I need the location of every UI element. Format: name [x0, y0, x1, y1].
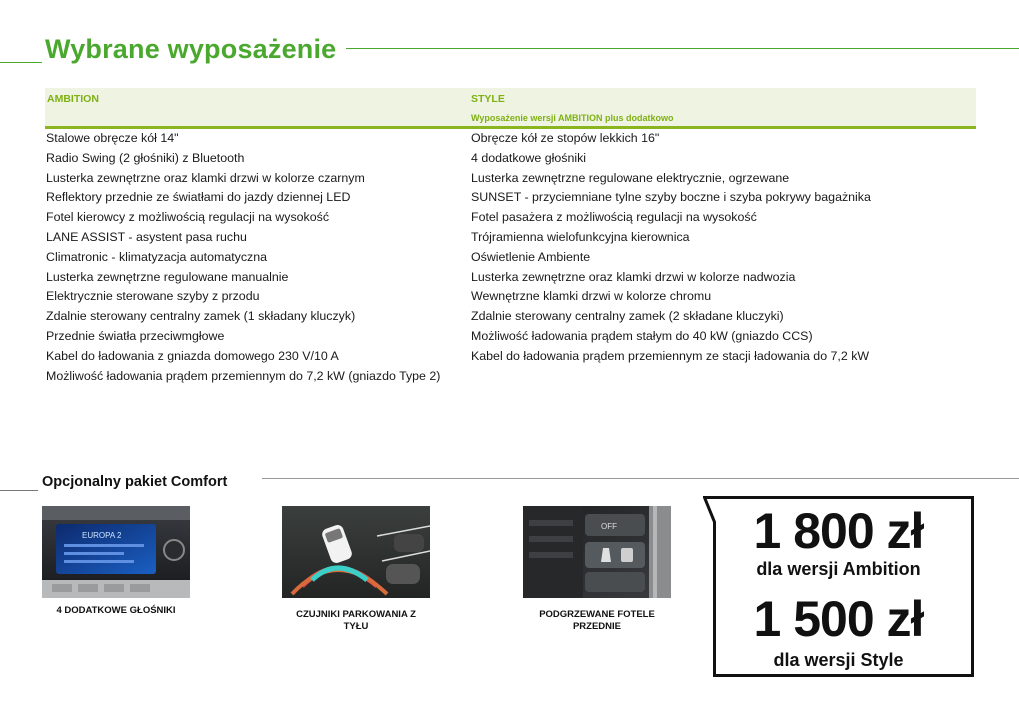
ambition-header: AMBITION — [47, 93, 99, 105]
list-item: Lusterka zewnętrzne regulowane elektrycznie, ogrzewane — [471, 170, 790, 185]
radio-screen-text: EUROPA 2 — [82, 531, 122, 540]
caption-seat-heating-line2: PRZEDNIE — [572, 621, 622, 632]
caption-parking-line1: CZUJNIKI PARKOWANIA Z — [296, 609, 416, 620]
list-item: Obręcze kół ze stopów lekkich 16" — [471, 131, 660, 145]
list-item: Możliwość ładowania prądem przemiennym do 7,2 kW (gniazdo Type 2) — [46, 368, 441, 383]
seat-button-text: OFF — [601, 522, 617, 531]
list-item: Zdalnie sterowany centralny zamek (1 składany kluczyk) — [46, 309, 356, 324]
radio-display-photo — [42, 506, 190, 598]
package-rule-right — [262, 478, 1019, 479]
caption-seat-heating-line1: PODGRZEWANE FOTELE — [539, 609, 655, 620]
caption-parking-line2: TYŁU — [343, 621, 369, 632]
price-box — [703, 496, 974, 677]
list-item: Radio Swing (2 głośniki) z Bluetooth — [46, 150, 245, 165]
package-rule-left — [0, 490, 38, 491]
list-item: Fotel kierowcy z możliwością regulacji na wysokość — [46, 210, 330, 225]
list-item: Wewnętrzne klamki drzwi w kolorze chromu — [471, 289, 712, 304]
list-item: Oświetlenie Ambiente — [471, 249, 591, 264]
price-style-label: dla wersji Style — [773, 650, 904, 670]
caption-speakers: 4 DODATKOWE GŁOŚNIKI — [56, 605, 176, 616]
caption-parking — [282, 609, 430, 633]
ambition-list — [46, 129, 466, 386]
package-title: Opcjonalny pakiet Comfort — [42, 474, 228, 490]
style-subheader: Wyposażenie wersji AMBITION plus dodatkowo — [471, 113, 674, 123]
list-item: SUNSET - przyciemniane tylne szyby boczne i szyba pokrywy bagażnika — [471, 190, 871, 205]
list-item: 4 dodatkowe głośniki — [471, 150, 587, 165]
title-rule-right — [346, 48, 1019, 49]
list-item: Reflektory przednie ze światłami do jazdy dziennej LED — [46, 190, 351, 205]
list-item: Lusterka zewnętrzne regulowane manualnie — [46, 269, 289, 284]
caption-seat-heating — [520, 609, 674, 633]
price-style: 1 500 zł — [753, 591, 924, 647]
page-title: Wybrane wyposażenie — [45, 34, 337, 64]
list-item: LANE ASSIST - asystent pasa ruchu — [46, 229, 247, 244]
style-list — [471, 129, 971, 367]
list-item: Możliwość ładowania prądem stałym do 40 kW (gniazdo CCS) — [471, 328, 813, 343]
table-header — [45, 88, 976, 129]
list-item: Lusterka zewnętrzne oraz klamki drzwi w kolorze czarnym — [46, 170, 365, 185]
list-item: Kabel do ładowania z gniazda domowego 230 V/10 A — [46, 348, 339, 363]
list-item: Kabel do ładowania prądem przemiennym ze stacji ładowania do 7,2 kW — [471, 348, 870, 363]
list-item: Climatronic - klimatyzacja automatyczna — [46, 249, 268, 264]
list-item: Zdalnie sterowany centralny zamek (2 składane kluczyki) — [471, 309, 784, 324]
style-header: STYLE — [471, 93, 505, 105]
list-item: Przednie światła przeciwmgłowe — [46, 328, 225, 343]
price-ambition: 1 800 zł — [753, 503, 924, 559]
price-ambition-label: dla wersji Ambition — [756, 559, 921, 579]
list-item: Stalowe obręcze kół 14" — [46, 131, 179, 145]
list-item: Fotel pasażera z możliwością regulacji na wysokość — [471, 210, 757, 225]
list-item: Elektrycznie sterowane szyby z przodu — [46, 289, 260, 304]
title-rule-left — [0, 62, 42, 63]
seat-heating-buttons-photo — [523, 506, 671, 598]
list-item: Lusterka zewnętrzne oraz klamki drzwi w kolorze nadwozia — [471, 269, 796, 284]
list-item: Trójramienna wielofunkcyjna kierownica — [471, 229, 690, 244]
parking-sensors-photo — [282, 506, 430, 598]
